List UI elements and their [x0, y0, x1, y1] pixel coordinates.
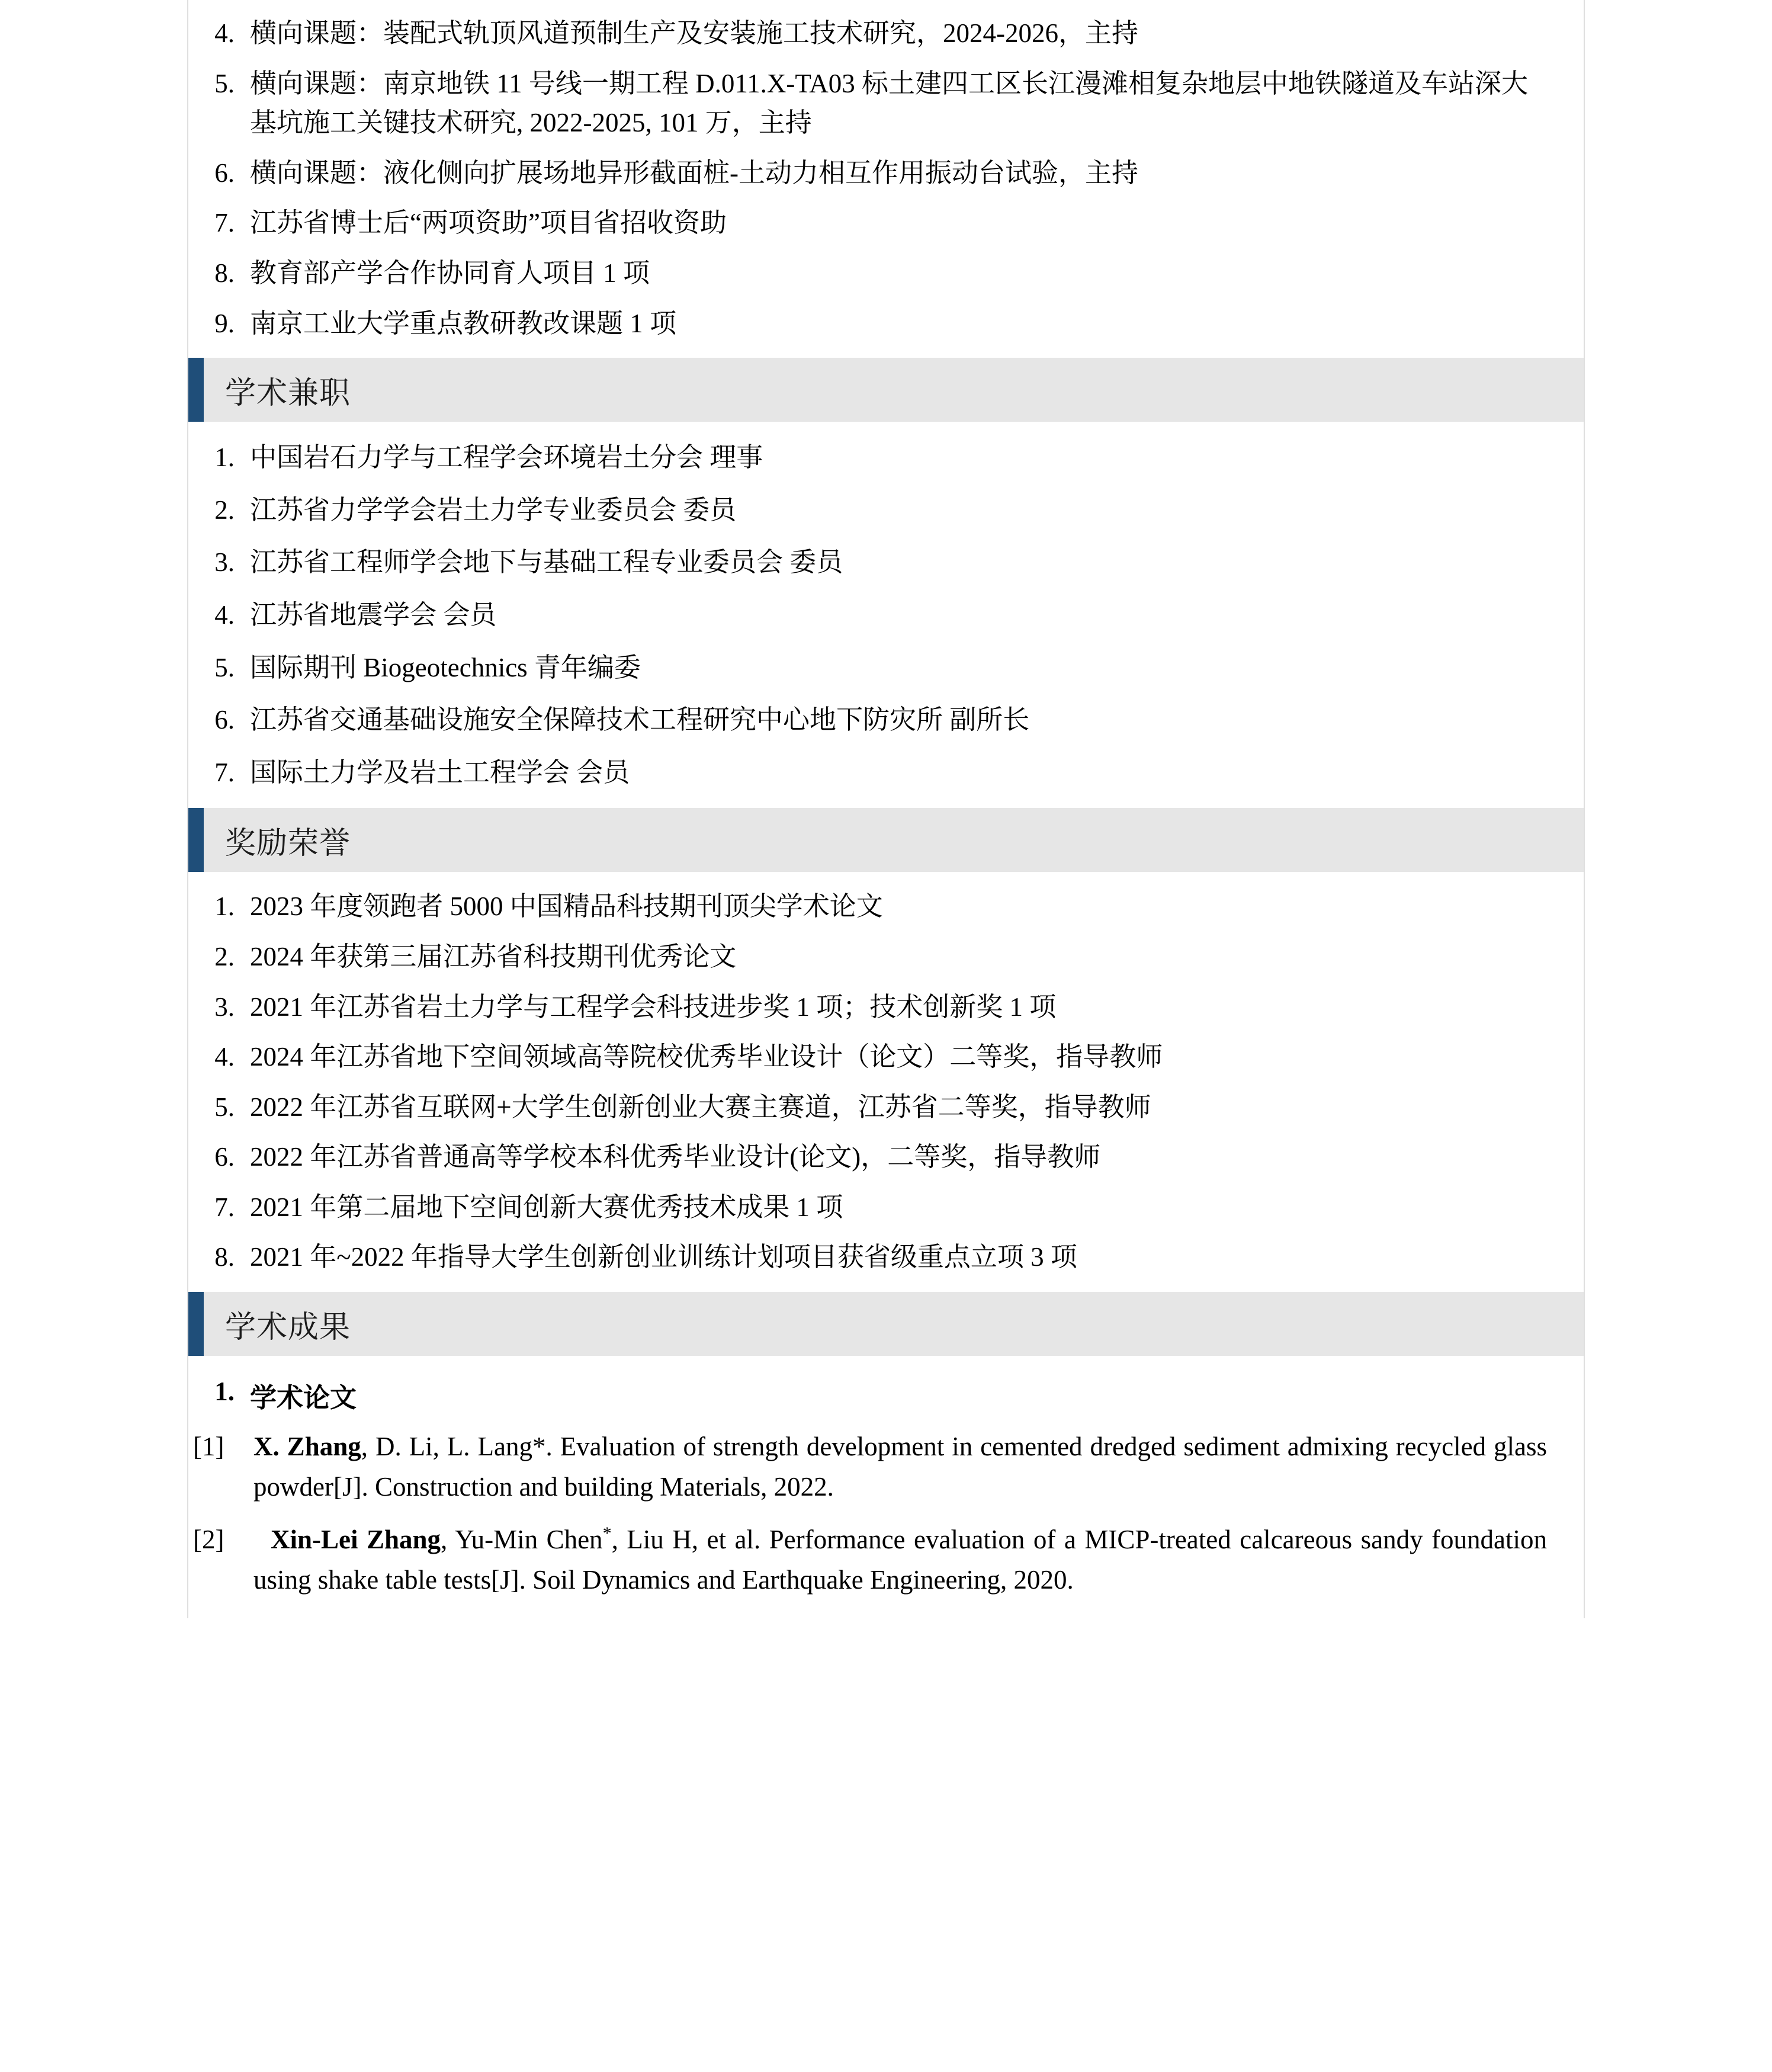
list-item-text: 2021 年~2022 年指导大学生创新创业训练计划项目获省级重点立项 3 项	[250, 1242, 1077, 1272]
section-header-awards-honors	[188, 807, 1584, 873]
list-item-text: 国际期刊 Biogeotechnics 青年编委	[250, 652, 641, 682]
list-item	[188, 932, 1584, 982]
list-item-number: 1.	[214, 891, 235, 922]
list-item	[188, 589, 1584, 642]
list-item-number: 1.	[214, 442, 235, 473]
section-title: 奖励荣誉	[225, 825, 351, 861]
list-item-text: 江苏省博士后“两项资助”项目省招收资助	[250, 208, 727, 238]
document-body	[187, 0, 1585, 1618]
list-item-text: 2021 年江苏省岩土力学与工程学会科技进步奖 1 项；技术创新奖 1 项	[250, 992, 1057, 1022]
list-item-number: 6.	[214, 158, 235, 188]
list-item-number: 2.	[214, 495, 235, 525]
list-item	[188, 1032, 1584, 1082]
list-item-text: 2022 年江苏省互联网+大学生创新创业大赛主赛道，江苏省二等奖，指导教师	[250, 1092, 1151, 1122]
section-header-academic-results	[188, 1291, 1584, 1357]
list-item-number: 4.	[214, 599, 235, 630]
subsection-heading	[188, 1367, 1584, 1420]
list-item-text: 2022 年江苏省普通高等学校本科优秀毕业设计(论文)，二等奖，指导教师	[250, 1142, 1101, 1172]
subsection-title: 学术论文	[250, 1382, 357, 1414]
section-accent-bar	[188, 808, 204, 872]
list-item	[188, 59, 1584, 148]
reference-author-bold: X. Zhang	[253, 1432, 361, 1462]
list-item-number: 9.	[214, 308, 235, 338]
list-item	[188, 881, 1584, 932]
list-item-text: 江苏省工程师学会地下与基础工程专业委员会 委员	[250, 547, 843, 578]
list-item-number: 5.	[214, 68, 235, 98]
section-accent-bar	[188, 358, 204, 422]
reference-item	[188, 1420, 1584, 1513]
list-item	[188, 484, 1584, 537]
list-item	[188, 148, 1584, 198]
list-item-text: 2023 年度领跑者 5000 中国精品科技期刊顶尖学术论文	[250, 891, 883, 922]
list-item-text: 江苏省地震学会 会员	[250, 599, 497, 630]
reference-item	[188, 1513, 1584, 1606]
list-item-number: 7.	[214, 1192, 235, 1222]
list-item-number: 5.	[214, 1092, 235, 1122]
list-item-number: 8.	[214, 1242, 235, 1272]
list-item	[188, 299, 1584, 349]
reference-number: [1]	[193, 1432, 224, 1462]
list-item-text: 江苏省交通基础设施安全保障技术工程研究中心地下防灾所 副所长	[250, 705, 1030, 735]
reference-corresponding-mark: *	[602, 1523, 612, 1543]
list-item-number: 6.	[214, 705, 235, 735]
list-item	[188, 982, 1584, 1032]
list-item-text: 国际土力学及岩土工程学会 会员	[250, 757, 630, 787]
list-item-text: 江苏省力学学会岩土力学专业委员会 委员	[250, 495, 737, 525]
list-item-text: 2024 年获第三届江苏省科技期刊优秀论文	[250, 941, 737, 971]
list-item-text: 2021 年第二届地下空间创新大赛优秀技术成果 1 项	[250, 1192, 843, 1222]
subsection-number: 1.	[214, 1377, 235, 1407]
list-item	[188, 8, 1584, 59]
section-accent-bar	[188, 1292, 204, 1356]
academic-results-content	[188, 1357, 1584, 1618]
list-item	[188, 1132, 1584, 1182]
list-item-text: 教育部产学合作协同育人项目 1 项	[250, 258, 650, 288]
list-item-number: 7.	[214, 757, 235, 787]
list-item	[188, 1082, 1584, 1133]
reference-number: [2]	[193, 1524, 224, 1554]
section-title: 学术成果	[225, 1309, 351, 1345]
reference-rest: , D. Li, L. Lang*. Evaluation of strength development in cemented dredged sediment admixing recycled glass powder[J]. Construction and building Materials, 2022.	[253, 1432, 1547, 1502]
reference-rest: , Liu H, et al. Performance evaluation of a MICP-treated calcareous sandy foundation using shake table tests[J]. Soil Dynamics and Earthquake Engineering, 2020.	[253, 1524, 1548, 1595]
list-item-number: 4.	[214, 18, 235, 48]
list-item-number: 3.	[214, 992, 235, 1022]
section-header-academic-positions	[188, 357, 1584, 423]
section-title: 学术兼职	[225, 375, 351, 411]
reference-text	[253, 1426, 1584, 1508]
list-item	[188, 431, 1584, 484]
list-item	[188, 642, 1584, 694]
list-item-number: 2.	[214, 941, 235, 971]
reference-author-bold: Xin-Lei Zhang	[253, 1524, 441, 1554]
list-item-text: 横向课题：装配式轨顶风道预制生产及安装施工技术研究，2024-2026，主持	[250, 18, 1138, 48]
list-item-text: 中国岩石力学与工程学会环境岩土分会 理事	[250, 442, 763, 473]
list-item-text: 横向课题：液化侧向扩展场地异形截面桩-土动力相互作用振动台试验，主持	[250, 158, 1138, 188]
list-item-text: 横向课题：南京地铁 11 号线一期工程 D.011.X-TA03 标土建四工区长江漫滩相复杂地层中地铁隧道及车站深大基坑施工关键技术研究, 2022-2025, 101 万，主持	[250, 68, 1529, 138]
reference-coauthors: , Yu-Min Chen	[441, 1524, 603, 1554]
list-item	[188, 248, 1584, 299]
list-item-number: 3.	[214, 547, 235, 578]
awards-honors-list	[188, 873, 1584, 1291]
list-item-text: 2024 年江苏省地下空间领域高等院校优秀毕业设计（论文）二等奖，指导教师	[250, 1042, 1163, 1072]
list-item-number: 6.	[214, 1142, 235, 1172]
list-item-number: 5.	[214, 652, 235, 682]
list-item-text: 南京工业大学重点教研教改课题 1 项	[250, 308, 677, 338]
list-item-number: 7.	[214, 208, 235, 238]
projects-list-continued	[188, 0, 1584, 357]
list-item	[188, 1182, 1584, 1233]
list-item	[188, 746, 1584, 799]
list-item	[188, 1232, 1584, 1282]
list-item	[188, 536, 1584, 589]
list-item-number: 8.	[214, 258, 235, 288]
academic-positions-list	[188, 423, 1584, 807]
list-item-number: 4.	[214, 1042, 235, 1072]
reference-text	[253, 1519, 1584, 1600]
list-item	[188, 198, 1584, 248]
list-item	[188, 694, 1584, 746]
